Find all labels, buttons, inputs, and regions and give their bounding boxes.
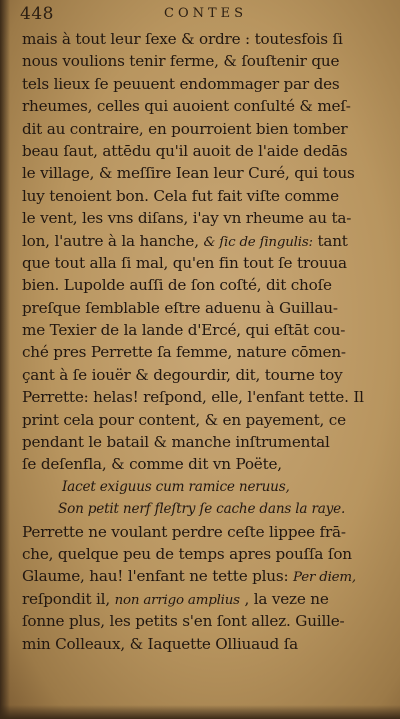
text-line: me Texier de la lande d'Ercé, qui eſtāt cou- [22,321,346,340]
text-line: beau ſaut, attēdu qu'il auoit de l'aide dedās [22,141,348,160]
verse-line: Son petit nerf fleſtry ſe cache dans la raye. [58,501,346,518]
text-line: rheumes, celles qui auoient conſulté & meſ- [22,97,351,116]
text-line: dit au contraire, en pourroient bien tomber [22,119,348,138]
text-segment: lon, l'autre à la hanche, [22,231,204,250]
text-line: ché pres Perrette ſa femme, nature cōmen- [22,343,346,362]
text-line: Perrette: helas! reſpond, elle, l'enfant tette. Il [22,388,364,407]
page-edge-shadow [0,0,10,719]
text-line: nous voulions tenir ferme, & ſouſtenir que [22,52,340,71]
page-header [14,4,384,26]
text-line: print cela pour content, & en payement, ce [22,410,346,429]
text-line: ſe deſenfla, & comme dit vn Poëte, [22,455,282,474]
latin-phrase: Per diem, [293,570,356,586]
page-bottom-shadow [0,705,400,719]
running-head: CONTES [164,6,248,21]
verse-line: Iacet exiguus cum ramice neruus, [62,478,290,495]
text-segment: reſpondit il, [22,589,115,608]
text-line: bien. Lupolde auſſi de ſon coſté, dit choſe [22,276,332,295]
text-line: pendant le batail & manche inſtrumental [22,433,330,452]
body-text [22,28,388,655]
text-line: min Colleaux, & Iaquette Olliuaud ſa [22,634,298,653]
latin-phrase: & ſic de ſingulis: [203,234,313,250]
text-line: Perrette ne voulant perdre ceſte lippee frā- [22,522,346,541]
text-line: ſonne plus, les petits s'en ſont allez. Guille- [22,612,345,631]
text-line: preſque ſemblable eſtre aduenu à Guillau- [22,298,338,317]
text-line: tels lieux ſe peuuent endommager par des [22,74,340,93]
text-segment: tant [312,231,348,250]
text-line: que tout alla ſi mal, qu'en fin tout ſe trouua [22,253,347,272]
text-line: mais à tout leur ſexe & ordre : toutesfois ſi [22,30,343,48]
text-segment: , la veze ne [239,589,329,608]
text-line [22,230,388,252]
text-line: le vent, les vns diſans, i'ay vn rheume au ta- [22,209,352,228]
text-line [22,565,388,587]
text-line: çant à ſe iouër & degourdir, dit, tourne toy [22,365,343,384]
text-line: che, quelque peu de temps apres pouſſa ſon [22,544,352,563]
text-line: luy tenoient bon. Cela fut fait viſte comme [22,186,339,205]
text-segment: Glaume, hau! l'enfant ne tette plus: [22,567,294,586]
page-number: 448 [20,4,54,24]
text-line [22,588,388,610]
text-line: le village, & meſſire Iean leur Curé, qui tous [22,164,355,183]
latin-phrase: non arrigo amplius [114,592,240,608]
